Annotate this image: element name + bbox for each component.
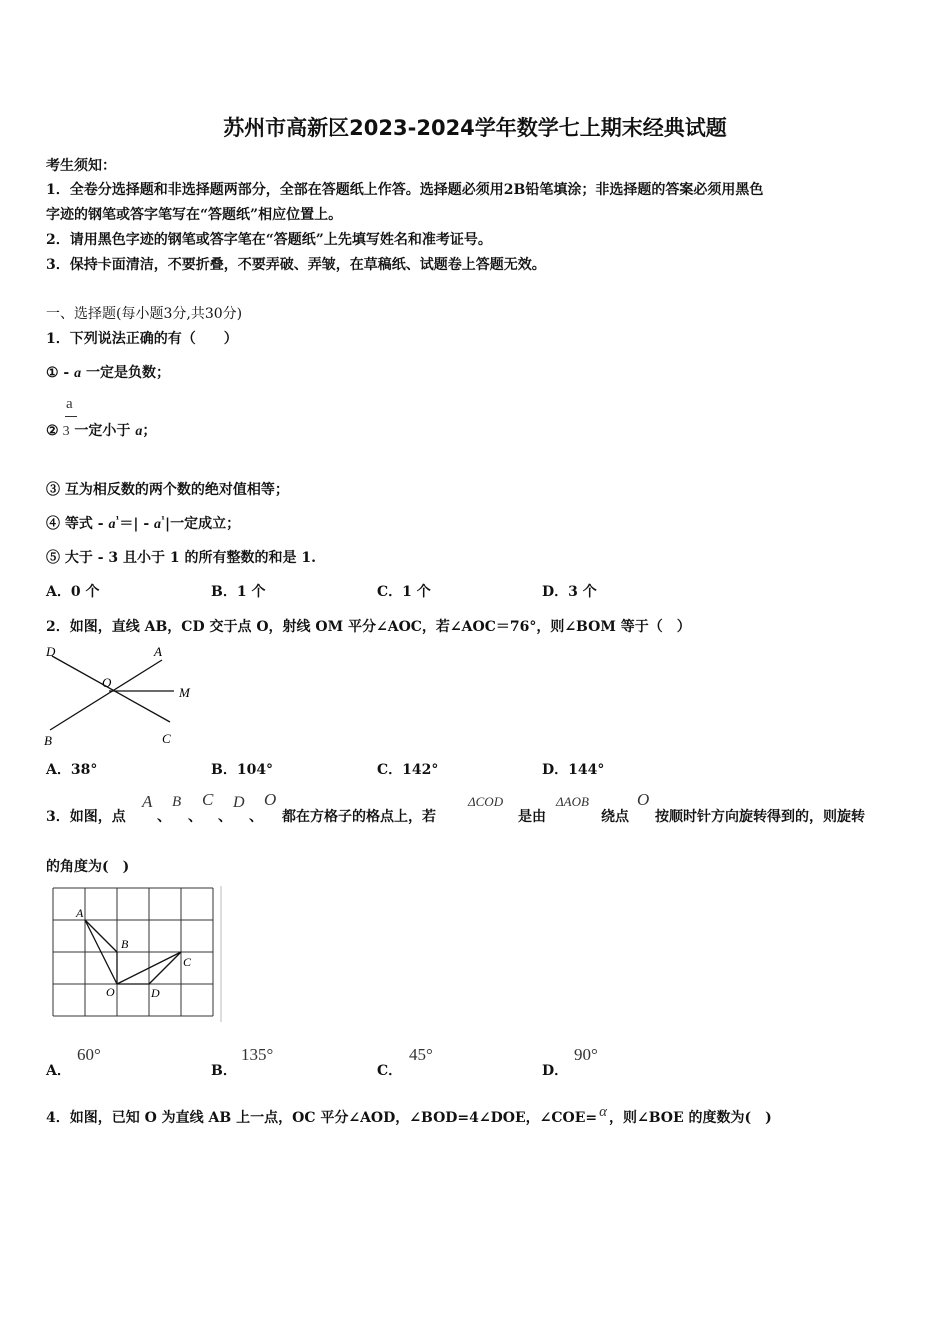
q2-option-b[interactable]: B．104° bbox=[211, 762, 274, 778]
q1-statement-2: ② 3 一定小于 a； bbox=[46, 423, 157, 439]
q1-option-c[interactable]: C．1 个 bbox=[377, 584, 431, 600]
q3-option-b-value: 135° bbox=[241, 1045, 274, 1064]
q1-statement-3: ③ 互为相反数的两个数的绝对值相等； bbox=[46, 482, 289, 498]
notice-item: 2．请用黑色字迹的钢笔或答字笔在“答题纸”上先填写姓名和准考证号。 bbox=[46, 232, 492, 248]
question-1-stem: 1．下列说法正确的有（ ） bbox=[46, 331, 238, 347]
q3-point-o2: O bbox=[637, 790, 650, 809]
q3-stem-mid1: 都在方格子的格点上，若 bbox=[282, 809, 436, 825]
question-4-stem: 4．如图，已知 O 为直线 AB 上一点，OC 平分∠AOD，∠BOD=4∠DOE，∠COE= α ，则∠BOE 的度数为( ) bbox=[46, 1104, 772, 1126]
notice-item: 3．保持卡面清洁，不要折叠，不要弄破、弄皱，在草稿纸、试题卷上答题无效。 bbox=[46, 257, 546, 273]
line-ab bbox=[50, 660, 162, 730]
q3-stem-mid2: 是由 bbox=[518, 809, 546, 825]
notice-item: 1．全卷分选择题和非选择题两部分，全部在答题纸上作答。选择题必须用2B铅笔填涂；非选择题的答案必须用黑色 bbox=[46, 182, 764, 198]
q3-sep: 、 bbox=[188, 809, 202, 825]
grid-label-o: O bbox=[106, 985, 115, 999]
q3-option-c-value: 45° bbox=[409, 1045, 433, 1064]
label-m: M bbox=[179, 685, 190, 700]
label-d: D bbox=[46, 644, 56, 659]
q3-sep: 、 bbox=[157, 809, 171, 825]
notice-item: 字迹的钢笔或答字笔写在“答题纸”相应位置上。 bbox=[46, 207, 343, 223]
q3-option-a-value: 60° bbox=[77, 1045, 101, 1064]
label-b: B bbox=[44, 733, 52, 748]
question-2-stem: 2．如图，直线 AB，CD 交于点 O，射线 OM 平分∠AOC，若∠AOC＝76°，则∠BOM 等于（ ） bbox=[46, 619, 691, 635]
q3-option-d[interactable]: D． bbox=[542, 1063, 569, 1079]
label-o: O bbox=[102, 675, 112, 690]
q1-option-b[interactable]: B．1 个 bbox=[211, 584, 266, 600]
q2-option-c[interactable]: C．142° bbox=[377, 762, 439, 778]
q3-option-a[interactable]: A． bbox=[46, 1063, 71, 1079]
fraction-numerator: a bbox=[66, 396, 73, 412]
q1-statement-4: ④ 等式 - $a^{^1}=| - a^{^1}|$一定成立； bbox=[46, 515, 241, 532]
notice-heading: 考生须知： bbox=[46, 158, 116, 174]
q3-point-o: O bbox=[264, 790, 277, 809]
q3-option-d-value: 90° bbox=[574, 1045, 598, 1064]
q1-statement-1: ① - a 一定是负数； bbox=[46, 365, 170, 381]
q3-stem-line2: 的角度为( ) bbox=[46, 859, 130, 875]
label-a: A bbox=[154, 644, 162, 659]
q3-triangle-aob: ΔAOB bbox=[556, 794, 589, 809]
grid-label-b: B bbox=[121, 937, 129, 951]
q3-stem-prefix: 3．如图，点 bbox=[46, 809, 126, 825]
grid-label-a: A bbox=[76, 906, 84, 920]
q3-option-b[interactable]: B． bbox=[211, 1063, 237, 1079]
label-c: C bbox=[162, 731, 171, 746]
fraction-bar bbox=[65, 416, 77, 417]
q3-stem-mid3: 绕点 bbox=[601, 809, 629, 825]
q1-option-d[interactable]: D．3 个 bbox=[542, 584, 597, 600]
q2-figure-lines bbox=[40, 642, 210, 750]
q3-stem-end: 按顺时针方向旋转得到的，则旋转 bbox=[655, 809, 865, 825]
q3-point-d: D bbox=[233, 794, 245, 811]
q2-option-d[interactable]: D．144° bbox=[542, 762, 605, 778]
q3-sep: 、 bbox=[249, 809, 263, 825]
grid-label-c: C bbox=[183, 955, 192, 969]
page-title: 苏州市高新区2023-2024学年数学七上期末经典试题 bbox=[223, 116, 727, 140]
q3-option-c[interactable]: C． bbox=[377, 1063, 403, 1079]
q2-option-a[interactable]: A．38° bbox=[46, 762, 98, 778]
section-heading: 一、选择题(每小题3分,共30分) bbox=[46, 306, 243, 322]
q3-point-a: A bbox=[142, 792, 153, 811]
q1-option-a[interactable]: A．0 个 bbox=[46, 584, 100, 600]
q3-grid-figure bbox=[50, 884, 225, 1026]
q3-point-b: B bbox=[172, 794, 182, 810]
grid-label-d: D bbox=[151, 986, 160, 1000]
q3-triangle-cod: ΔCOD bbox=[468, 794, 504, 809]
q1-statement-5: ⑤ 大于 - 3 且小于 1 的所有整数的和是 1. bbox=[46, 550, 317, 566]
q3-point-c: C bbox=[202, 790, 214, 809]
q3-sep: 、 bbox=[218, 809, 232, 825]
